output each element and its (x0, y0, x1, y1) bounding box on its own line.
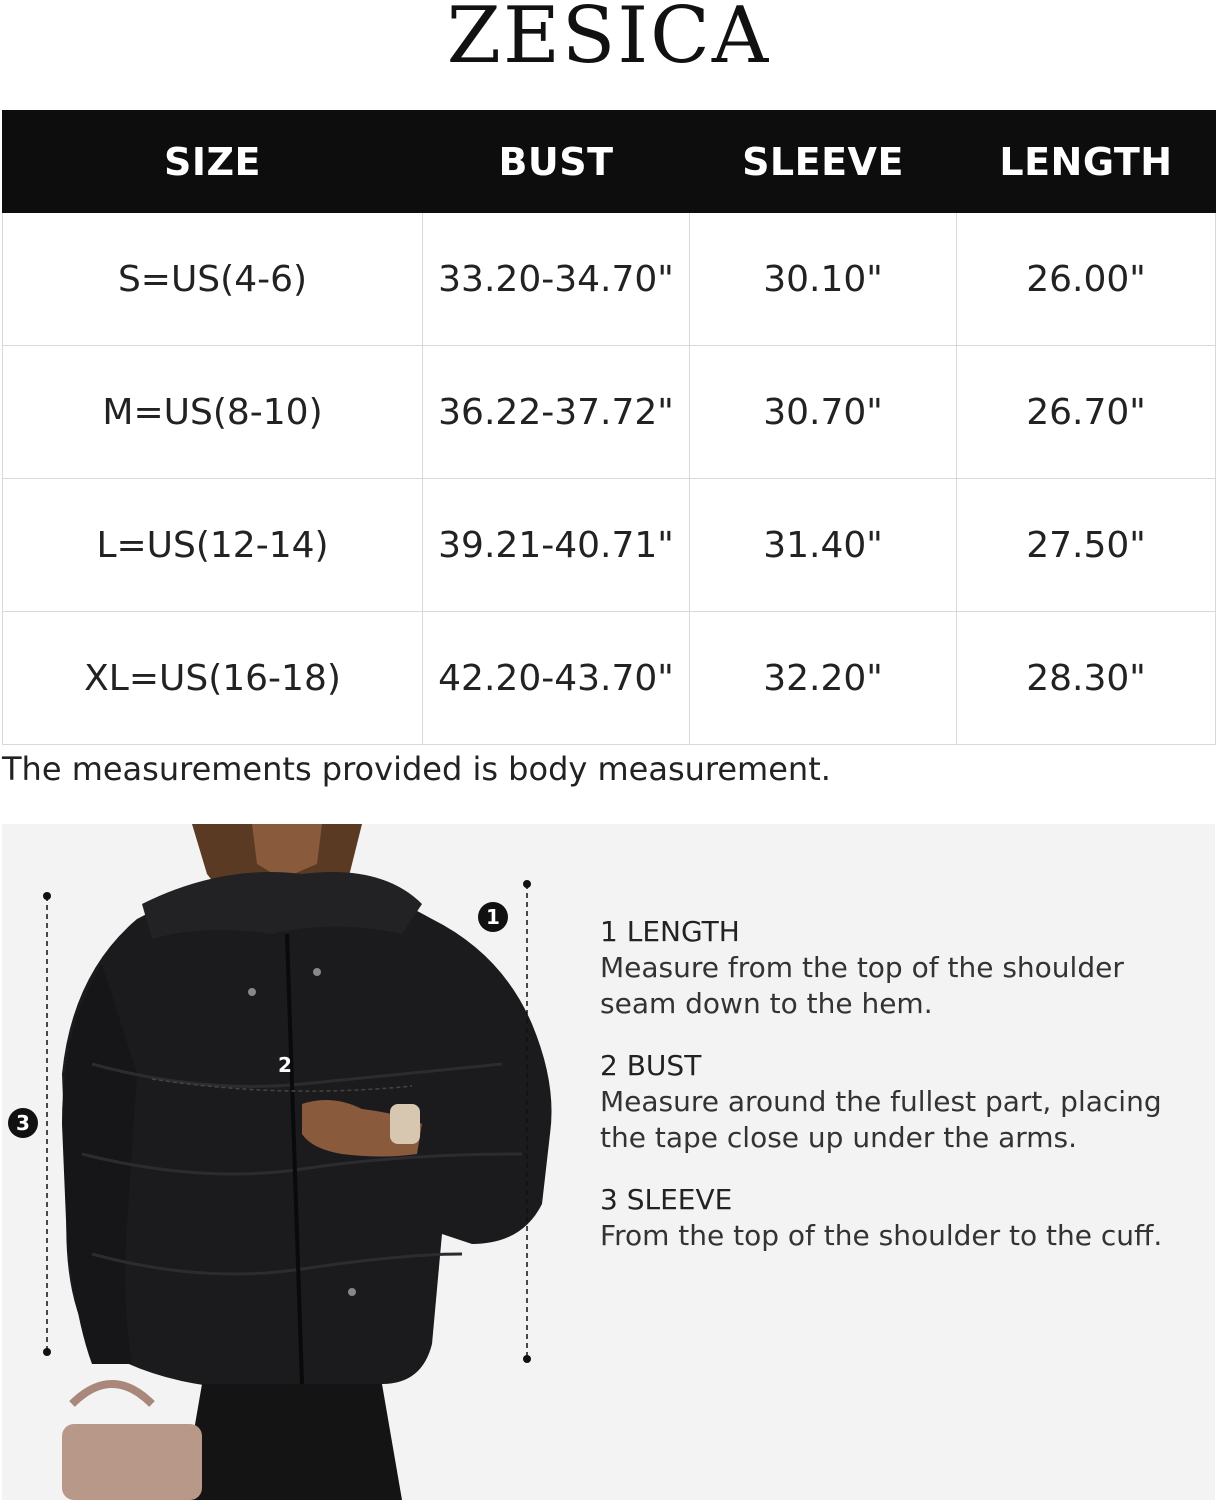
table-row (3, 479, 1216, 612)
instruction-text: From the top of the shoulder to the cuff. (600, 1219, 1163, 1252)
measurement-instructions (600, 914, 1200, 1280)
header-size: SIZE (3, 111, 423, 213)
measurement-guide (2, 824, 1215, 1500)
bust-cell: 36.22-37.72" (423, 346, 690, 479)
brand-logo: ZESICA (446, 0, 771, 81)
length-cell: 28.30" (957, 612, 1216, 745)
table-row (3, 213, 1216, 346)
table-row (3, 346, 1216, 479)
bust-cell: 42.20-43.70" (423, 612, 690, 745)
marker-sleeve: 3 (8, 1108, 38, 1138)
instruction-sleeve (600, 1182, 1200, 1254)
size-cell: XL=US(16-18) (3, 612, 423, 745)
length-cell: 27.50" (957, 479, 1216, 612)
marker-bust: 2 (278, 1053, 292, 1077)
size-cell: M=US(8-10) (3, 346, 423, 479)
instruction-length (600, 914, 1200, 1022)
table-row (3, 612, 1216, 745)
instruction-bust (600, 1048, 1200, 1156)
header-length: LENGTH (957, 111, 1216, 213)
sleeve-cell: 30.10" (690, 213, 957, 346)
sleeve-cell: 30.70" (690, 346, 957, 479)
length-cell: 26.00" (957, 213, 1216, 346)
header-sleeve: SLEEVE (690, 111, 957, 213)
size-cell: L=US(12-14) (3, 479, 423, 612)
instruction-title: 3 SLEEVE (600, 1183, 733, 1216)
length-cell: 26.70" (957, 346, 1216, 479)
instruction-text: Measure around the fullest part, placing the tape close up under the arms. (600, 1085, 1162, 1154)
marker-length: 1 (478, 902, 508, 932)
sleeve-cell: 32.20" (690, 612, 957, 745)
measurement-note: The measurements provided is body measurement. (2, 750, 831, 788)
size-chart-table (2, 110, 1216, 745)
bust-cell: 39.21-40.71" (423, 479, 690, 612)
sleeve-cell: 31.40" (690, 479, 957, 612)
instruction-title: 2 BUST (600, 1049, 702, 1082)
table-header-row (3, 111, 1216, 213)
bust-cell: 33.20-34.70" (423, 213, 690, 346)
instruction-title: 1 LENGTH (600, 915, 740, 948)
instruction-text: Measure from the top of the shoulder seam down to the hem. (600, 951, 1124, 1020)
header-bust: BUST (423, 111, 690, 213)
size-cell: S=US(4-6) (3, 213, 423, 346)
